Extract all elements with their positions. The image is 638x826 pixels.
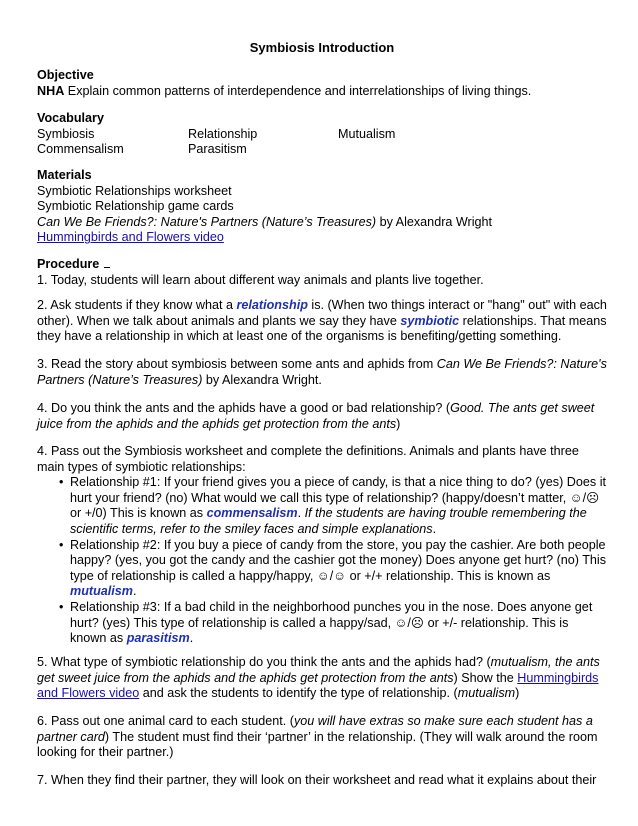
bullet: • bbox=[59, 537, 64, 552]
item-text: Relationship #1: If your friend gives you a piece of candy, is that a nice thing to do? (yes) Does it hurt your friend? (no) What would we call this type of relationship? (happy/doesn’t matter, ☺/☹ or +/0) This is known as bbox=[70, 475, 606, 521]
materials-item: Symbiotic Relationships worksheet bbox=[37, 183, 232, 198]
materials-book bbox=[37, 215, 607, 231]
step-answer: mutualism, the ants get sweet juice from the aphids and the aphids get protection from the ants bbox=[37, 655, 600, 685]
objective-text bbox=[37, 84, 607, 100]
procedure-heading: Procedure bbox=[37, 257, 100, 271]
materials-section bbox=[37, 168, 607, 246]
procedure-step-2 bbox=[37, 298, 607, 345]
hummingbirds-video-link[interactable]: Hummingbirds and Flowers video bbox=[37, 670, 599, 701]
materials-item: Symbiotic Relationship game cards bbox=[37, 199, 234, 214]
vocabulary-row bbox=[37, 127, 607, 143]
objective-section bbox=[37, 68, 607, 99]
step-text: 6. Pass out one animal card to each student. ( bbox=[37, 714, 294, 728]
bullet: • bbox=[59, 475, 64, 490]
step-text: is. (When two things interact or "hang" out" with each other). When we talk about animals and plants we say they have bbox=[37, 298, 607, 328]
teacher-note: If the students are having trouble remembering the scientific terms, refer to the smiley faces and simple explanations bbox=[70, 506, 587, 536]
procedure-step-3 bbox=[37, 357, 607, 388]
item-text: Relationship #3: If a bad child in the neighborhood punches you in the nose. Does anyone get hurt? (yes) This type of relationship is called a happy/sad, ☺/☹ or +/- relationship. This is known as bbox=[70, 599, 593, 646]
bullet: • bbox=[59, 599, 64, 614]
vocab-term: Mutualism bbox=[338, 126, 396, 141]
vocab-term: Parasitism bbox=[188, 142, 247, 157]
text-cursor-mark bbox=[104, 256, 110, 268]
objective-code: NHA bbox=[37, 83, 65, 98]
list-item bbox=[37, 538, 607, 600]
term-symbiotic: symbiotic bbox=[400, 313, 460, 328]
book-title: Can We Be Friends?: Nature's Partners (Nature’s Treasures) bbox=[37, 357, 607, 387]
step-text: ) bbox=[396, 416, 401, 431]
step-text: by Alexandra Wright. bbox=[202, 372, 322, 387]
step-intro: 4. Pass out the Symbiosis worksheet and complete the definitions. Animals and plants have three main types of symbiotic relationships: bbox=[37, 444, 579, 474]
item-text: . bbox=[189, 631, 194, 646]
procedure-step-5 bbox=[37, 444, 607, 647]
procedure-step-4 bbox=[37, 401, 607, 432]
step-text: ) Show the bbox=[453, 670, 518, 685]
vocabulary-heading: Vocabulary bbox=[37, 111, 104, 125]
item-text: . bbox=[132, 584, 137, 599]
book-title: Can We Be Friends?: Nature's Partners (Nature’s Treasures) bbox=[37, 214, 377, 229]
vocab-term: Symbiosis bbox=[37, 126, 95, 141]
term-parasitism: parasitism bbox=[126, 631, 190, 646]
vocabulary-section bbox=[37, 111, 607, 158]
item-text: . bbox=[432, 521, 437, 536]
step-text: relationships. That means they have a relationship in which at least one of the organisms is benefiting/getting something. bbox=[37, 313, 607, 344]
item-text: Relationship #2: If you buy a piece of candy from the store, you pay the cashier. Are both people happy? (yes, you got the candy and the cashier got the money) Does anyone get hurt? (no) This type of relationship is called a happy/happy, ☺/☺ or +/+ relationship. This is known as bbox=[70, 537, 607, 583]
relationship-list bbox=[37, 475, 607, 647]
objective-description: Explain common patterns of interdependence and interrelationships of living things. bbox=[64, 83, 532, 98]
item-text: . bbox=[297, 506, 305, 521]
list-item bbox=[37, 475, 607, 537]
objective-heading: Objective bbox=[37, 68, 94, 82]
step-answer: you will have extras so make sure each student has a partner card bbox=[37, 714, 593, 744]
step-text: and ask the students to identify the type of relationship. ( bbox=[139, 686, 458, 701]
term-commensalism: commensalism bbox=[206, 506, 298, 521]
procedure-step-7 bbox=[37, 714, 607, 761]
step-text: ) The student must find their ‘partner’ in the relationship. (They will walk around the room looking for their partner.) bbox=[37, 729, 598, 760]
procedure-step-1: 1. Today, students will learn about different way animals and plants live together. bbox=[37, 272, 484, 287]
vocab-term: Relationship bbox=[188, 126, 258, 141]
vocabulary-row bbox=[37, 142, 607, 158]
step-text: 3. Read the story about symbiosis between some ants and aphids from bbox=[37, 357, 437, 371]
procedure-section bbox=[37, 256, 607, 288]
materials-heading: Materials bbox=[37, 168, 92, 182]
term-relationship: relationship bbox=[236, 298, 308, 312]
term-mutualism: mutualism bbox=[70, 584, 133, 599]
procedure-heading-row bbox=[37, 256, 607, 273]
step-answer: Good. The ants get sweet juice from the aphids and the aphids get protection from the ants bbox=[37, 401, 595, 431]
procedure-step-8: 7. When they find their partner, they will look on their worksheet and read what it explains about their bbox=[37, 773, 597, 787]
book-author: by Alexandra Wright bbox=[376, 214, 493, 229]
list-item bbox=[37, 600, 607, 647]
step-answer: mutualism bbox=[457, 686, 516, 701]
vocab-term: Commensalism bbox=[37, 142, 124, 157]
step-text: 4. Do you think the ants and the aphids have a good or bad relationship? ( bbox=[37, 401, 451, 415]
hummingbirds-video-link[interactable]: Hummingbirds and Flowers video bbox=[37, 230, 224, 245]
step-text: ) bbox=[515, 686, 520, 701]
step-text: 2. Ask students if they know what a bbox=[37, 298, 237, 312]
document-title: Symbiosis Introduction bbox=[249, 40, 395, 55]
step-text: 5. What type of symbiotic relationship do you think the ants and the aphids had? ( bbox=[37, 655, 491, 669]
procedure-step-6 bbox=[37, 655, 607, 702]
